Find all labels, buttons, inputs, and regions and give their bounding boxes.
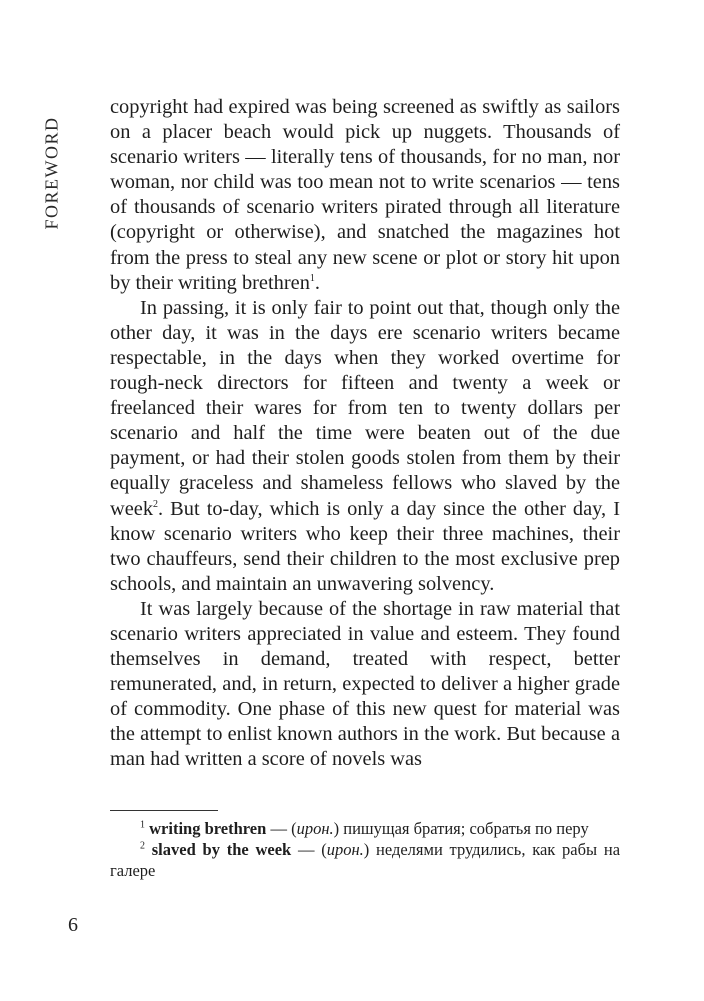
page-number: 6 (68, 914, 78, 936)
footnote-ref[interactable]: 1 (309, 272, 315, 284)
footnote: $^2$ slaved by the week — (ирон.) неделями трудились, как рабы на галере (110, 840, 621, 880)
footnote: $^1$ writing brethren — (ирон.) пишущая братия; собратья по перу (140, 819, 589, 838)
footnote-definition: ) пишущая братия; собратья по перу (333, 819, 589, 838)
footnote-number: 1 (140, 819, 145, 831)
running-head (42, 98, 62, 248)
paragraph: In passing, it is only fair to point out that, though only the other day, it was in the days ere scenario writers became respectable, in the days when they worked overtime for rough-neck directors for fifteen and twenty a week or freelanced their wares for from ten to twenty dollars per scenario and half the time were beaten out of the due payment, or had their stolen goods stolen from them by their equally graceless and shameless fellows who slaved by the week$^2$. But to-day, which is only a day since the other day, I know scenario writers who keep their three machines, their two chauffeurs, send their children to the most exclusive prep schools, and maintain an unwavering solvency. (110, 296, 620, 595)
body-text (110, 95, 620, 773)
running-head-text: FOREWORD (41, 116, 62, 230)
footnote-number: 2 (140, 840, 145, 852)
footnote-term: slaved by the week (151, 840, 292, 859)
footnote-label: ирон. (296, 819, 334, 838)
footnote-definition: ) неделями трудились, как рабы на галере (110, 840, 621, 880)
footnote-divider (110, 810, 218, 811)
footnote-label: ирон. (326, 840, 364, 859)
footnotes (110, 818, 620, 881)
paragraph: copyright had expired was being screened as swiftly as sailors on a placer beach would pick up nuggets. Thousands of scenario writers — literally tens of thousands, for no man, nor woman, nor child was too mean not to write scenarios — tens of thousands of scenario writers pirated through all literature (copyright or otherwise), and snatched the magazines hot from the press to steal any new scene or plot or story hit upon by their writing brethren$^1$. (110, 96, 620, 294)
footnote-term: writing brethren (149, 819, 267, 838)
footnote-ref[interactable]: 2 (153, 498, 159, 510)
paragraph: It was largely because of the shortage in raw material that scenario writers appreciated in value and esteem. They found themselves in demand, treated with respect, better remunerated, and, in return, expected to deliver a higher grade of commodity. One phase of this new quest for material was the attempt to enlist known authors in the work. But because a man had written a score of novels was (110, 597, 620, 771)
